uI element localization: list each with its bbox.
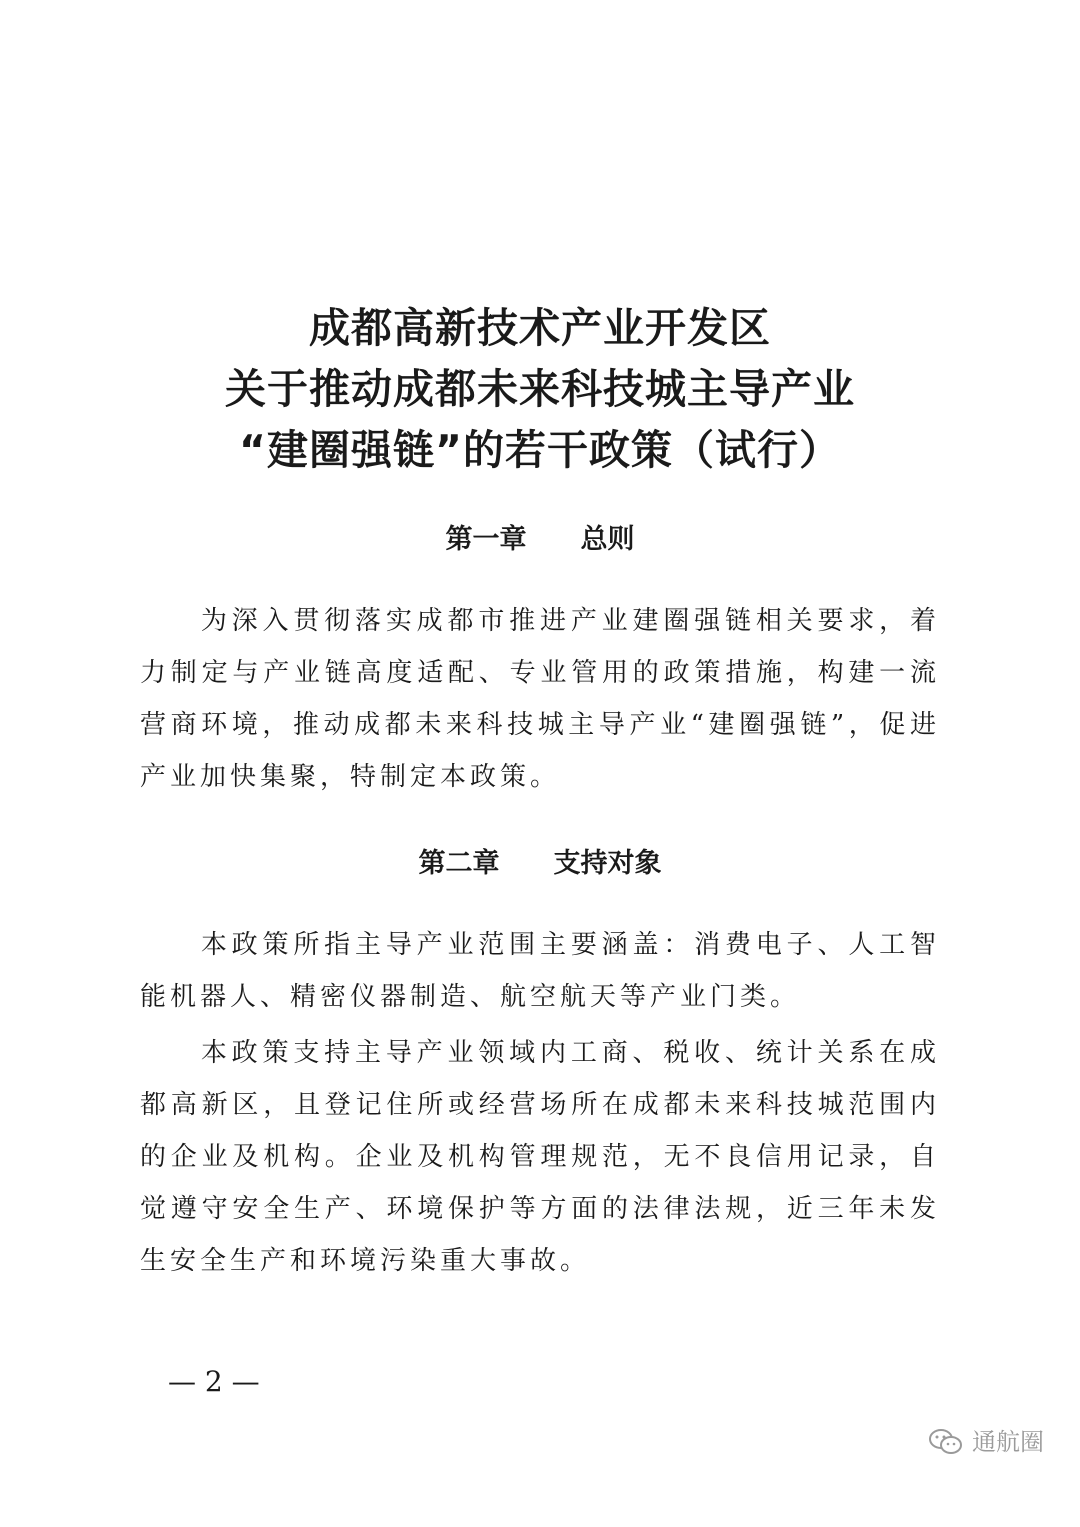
chapter-1-heading [0, 522, 1080, 558]
chapter-1-name: 总则 [580, 524, 635, 555]
chapter-2-number: 第二章 [418, 848, 500, 879]
chapter-1-number: 第一章 [445, 524, 527, 555]
watermark-label: 通航圈 [972, 1428, 1044, 1456]
title-line-2: 关于推动成都未来科技城主导产业 [225, 365, 855, 413]
chapter-2-heading [0, 846, 1080, 882]
chapter-2-name: 支持对象 [553, 848, 662, 879]
watermark [928, 1424, 1044, 1460]
document-title [0, 298, 1080, 481]
title-line-3: “建圈强链”的若干政策（试行） [239, 426, 841, 474]
chapter-1-paragraph: 为深入贯彻落实成都市推进产业建圈强链相关要求，着力制定与产业链高度适配、专业管用的政策措施，构建一流营商环境，推动成都未来科技城主导产业“建圈强链”，促进产业加快集聚，特制定本政策。 [140, 606, 940, 792]
wechat-icon [928, 1427, 964, 1457]
chapter-2-paragraph-1: 本政策所指主导产业范围主要涵盖：消费电子、人工智能机器人、精密仪器制造、航空航天等产业门类。 [140, 930, 940, 1012]
title-line-1: 成都高新技术产业开发区 [309, 304, 771, 352]
page-number: — 2 — [168, 1365, 260, 1398]
chapter-2-paragraph-2: 本政策支持主导产业领域内工商、税收、统计关系在成都高新区，且登记住所或经营场所在成都未来科技城范围内的企业及机构。企业及机构管理规范，无不良信用记录，自觉遵守安全生产、环境保护等方面的法律法规，近三年未发生安全生产和环境污染重大事故。 [140, 1038, 940, 1276]
